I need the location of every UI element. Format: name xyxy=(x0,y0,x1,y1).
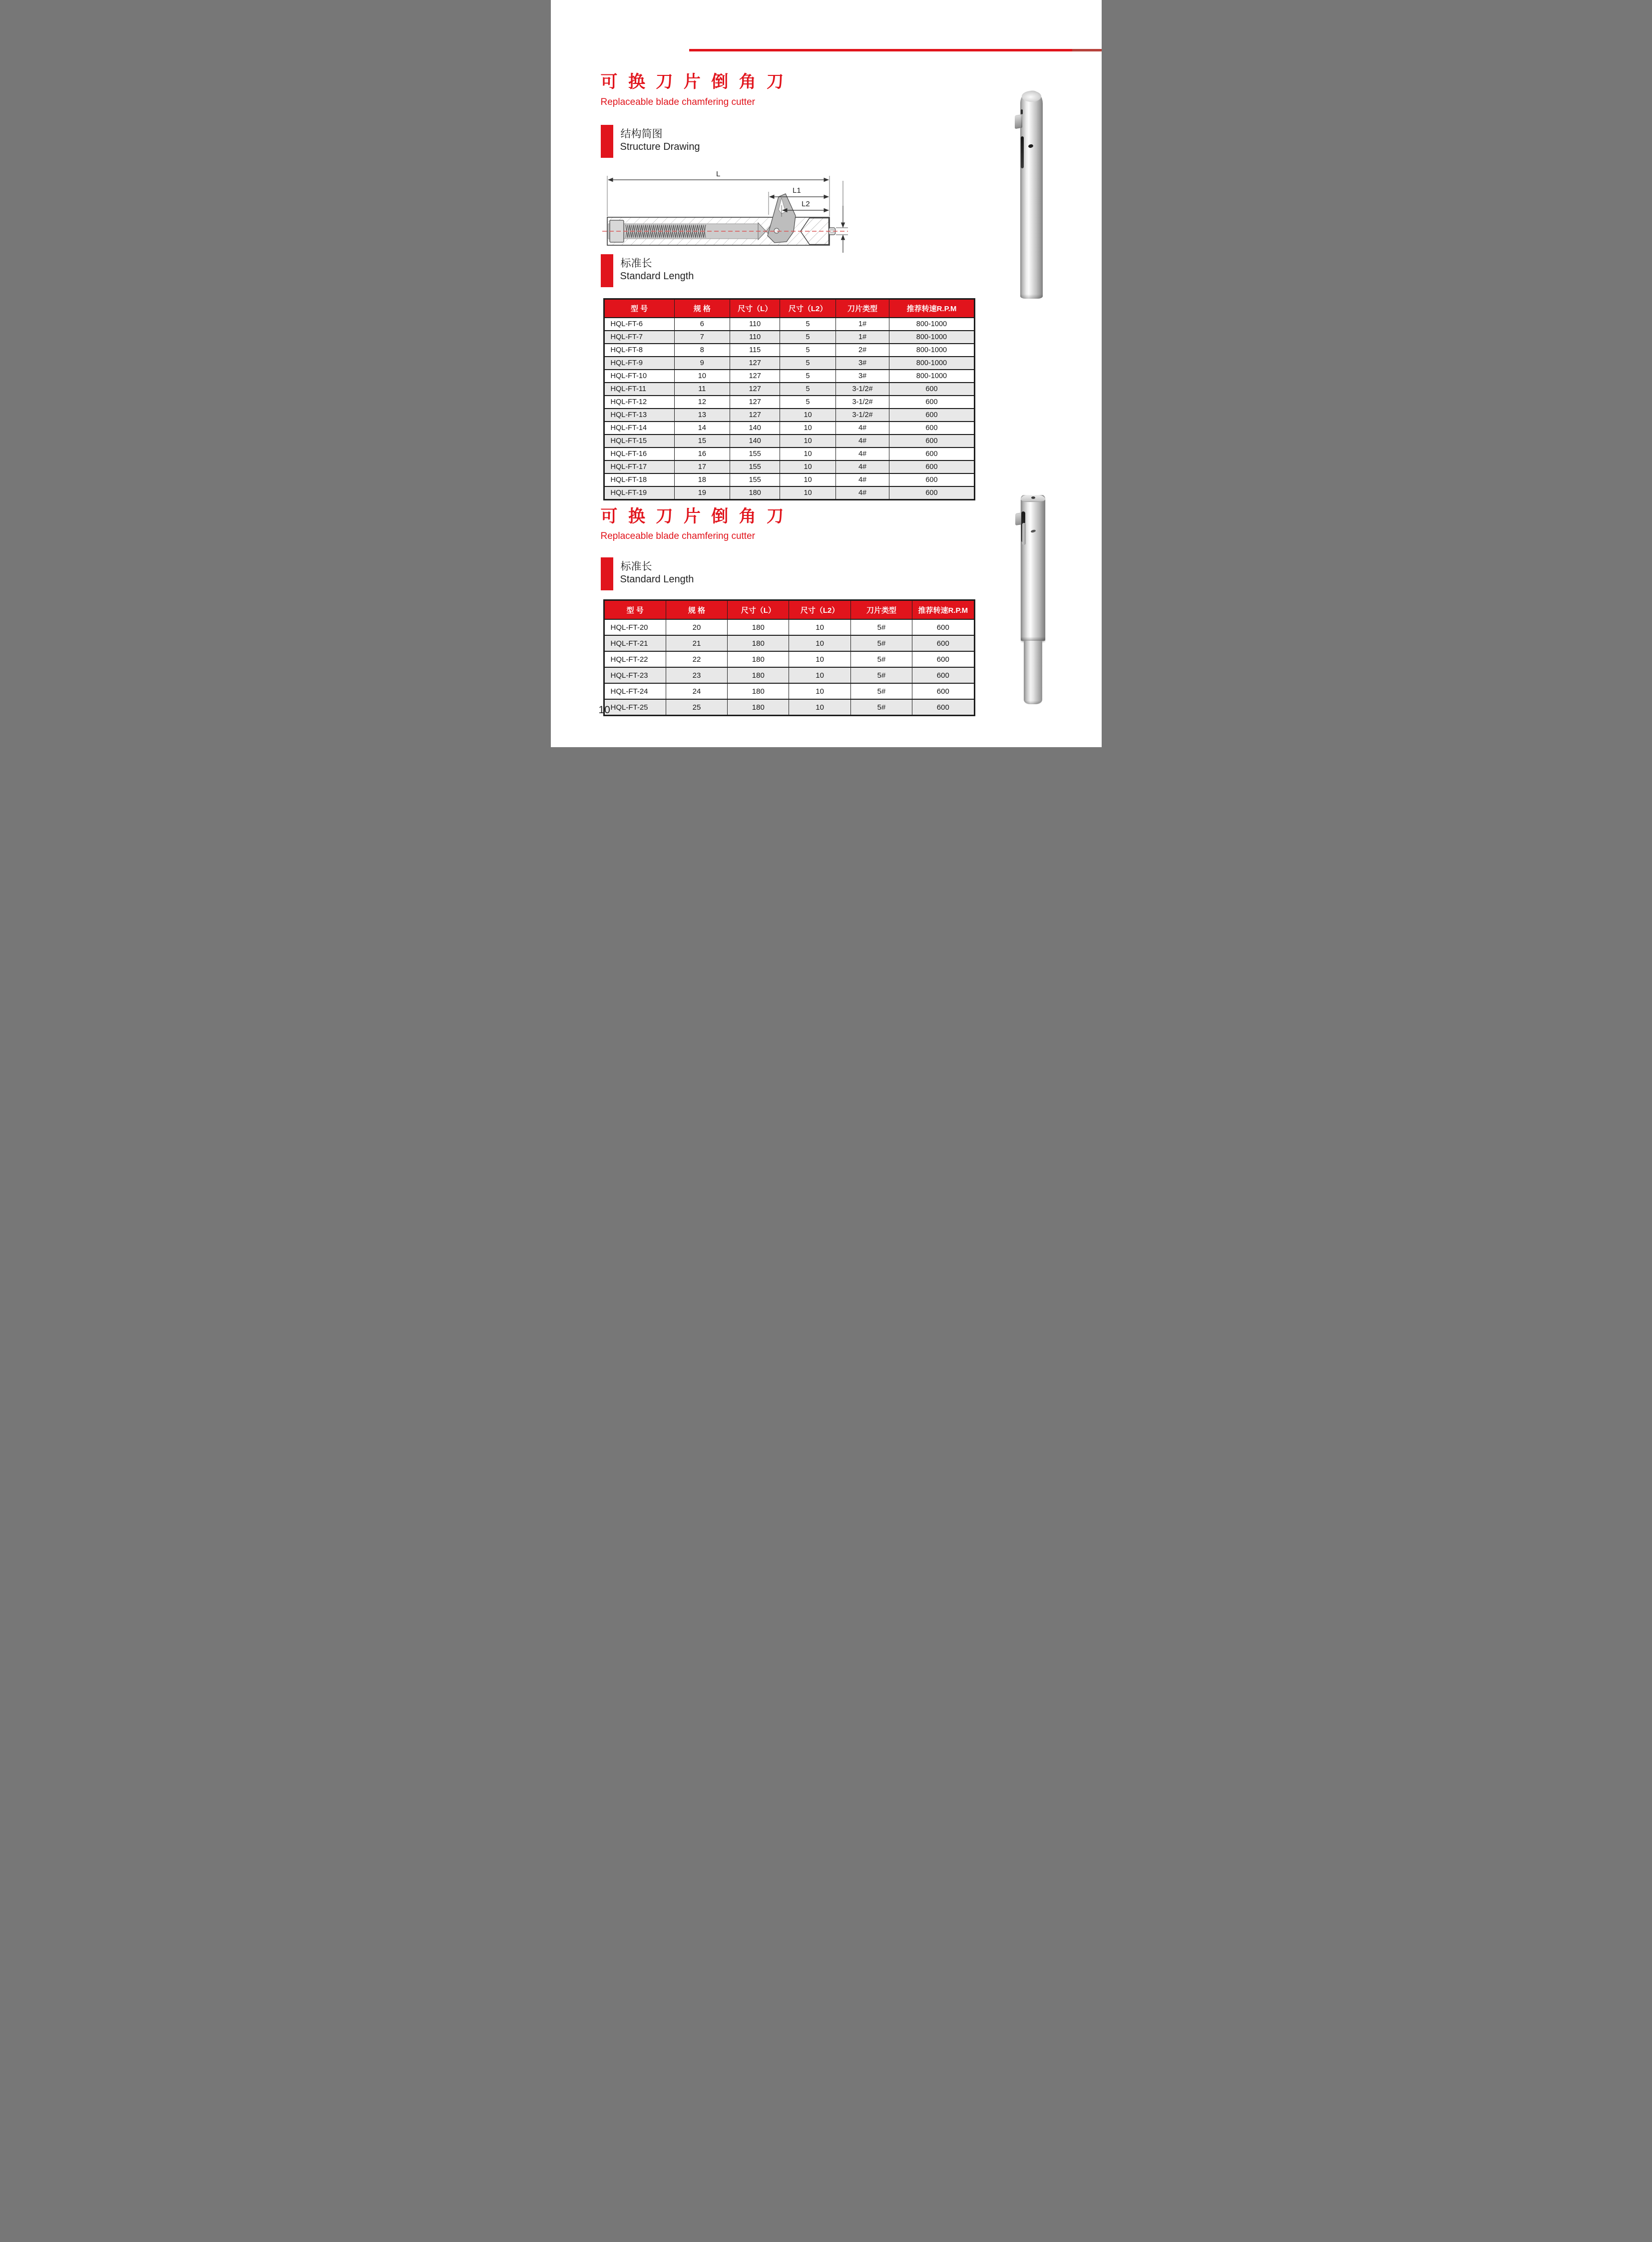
table-cell: 1# xyxy=(835,318,889,331)
section-marker xyxy=(601,125,613,158)
table-cell: 600 xyxy=(889,473,974,486)
table-cell: HQL-FT-15 xyxy=(604,435,674,448)
table-cell: HQL-FT-21 xyxy=(604,635,666,651)
table-cell: 5# xyxy=(850,635,912,651)
table-cell: 1# xyxy=(835,331,889,344)
photo-top-hole xyxy=(1031,496,1035,499)
table-cell: 800-1000 xyxy=(889,357,974,370)
column-header: 尺寸（L） xyxy=(730,299,780,318)
table-cell: 127 xyxy=(730,370,780,383)
table-cell: 180 xyxy=(728,683,789,699)
table-cell: 10 xyxy=(789,667,850,683)
table-cell: 10 xyxy=(780,473,835,486)
table-cell: 127 xyxy=(730,383,780,396)
table-cell: 600 xyxy=(912,667,974,683)
column-header: 尺寸（L2） xyxy=(780,299,835,318)
column-header: 尺寸（L2） xyxy=(789,600,850,620)
table-cell: 5# xyxy=(850,619,912,635)
table-cell: 5# xyxy=(850,667,912,683)
table-cell: HQL-FT-14 xyxy=(604,422,674,435)
table-row xyxy=(604,318,974,331)
table-cell: 800-1000 xyxy=(889,318,974,331)
table-cell: 5 xyxy=(780,357,835,370)
table-cell: HQL-FT-16 xyxy=(604,448,674,460)
table-cell: HQL-FT-19 xyxy=(604,486,674,500)
table-row xyxy=(604,486,974,500)
table-row xyxy=(604,422,974,435)
table-cell: 5 xyxy=(780,383,835,396)
table-cell: 16 xyxy=(674,448,730,460)
table-cell: 25 xyxy=(666,699,727,716)
table-cell: 600 xyxy=(889,486,974,500)
table-cell: 5 xyxy=(780,370,835,383)
product-photo-bottom-body xyxy=(1021,495,1045,641)
page-number: 10 xyxy=(598,704,610,716)
table-cell: 15 xyxy=(674,435,730,448)
table-cell: HQL-FT-20 xyxy=(604,619,666,635)
table-cell: 110 xyxy=(730,331,780,344)
photo-slot xyxy=(1021,136,1024,168)
standard-length-label-en-2: Standard Length xyxy=(620,574,694,585)
table-cell: 5# xyxy=(850,651,912,667)
table-cell: 10 xyxy=(789,651,850,667)
table-cell: HQL-FT-7 xyxy=(604,331,674,344)
table-cell: 4# xyxy=(835,448,889,460)
table-cell: 10 xyxy=(674,370,730,383)
table-cell: 5 xyxy=(780,396,835,409)
photo-hole xyxy=(1028,144,1033,148)
top-divider-dark-segment xyxy=(1072,49,1102,51)
table-cell: 180 xyxy=(728,667,789,683)
table-cell: 14 xyxy=(674,422,730,435)
table-row xyxy=(604,473,974,486)
table-cell: HQL-FT-8 xyxy=(604,344,674,357)
table-cell: 4# xyxy=(835,422,889,435)
page-title-en-2: Replaceable blade chamfering cutter xyxy=(600,531,755,541)
table-cell: 22 xyxy=(666,651,727,667)
table-row xyxy=(604,683,974,699)
table-cell: 5 xyxy=(780,318,835,331)
table-cell: HQL-FT-24 xyxy=(604,683,666,699)
table-cell: 7 xyxy=(674,331,730,344)
column-header: 尺寸（L） xyxy=(728,600,789,620)
column-header: 推荐转速R.P.M xyxy=(912,600,974,620)
table-cell: 600 xyxy=(889,460,974,473)
table-cell: 600 xyxy=(889,435,974,448)
table-cell: 10 xyxy=(780,409,835,422)
table-cell: 2# xyxy=(835,344,889,357)
table-cell: 19 xyxy=(674,486,730,500)
table-cell: 3-1/2# xyxy=(835,409,889,422)
page-title-cn: 可 换 刀 片 倒 角 刀 xyxy=(600,72,787,91)
column-header: 规 格 xyxy=(666,600,727,620)
table-cell: 140 xyxy=(730,422,780,435)
photo-hole xyxy=(1030,529,1036,533)
table-cell: 115 xyxy=(730,344,780,357)
table-cell: 600 xyxy=(912,699,974,716)
table-cell: 13 xyxy=(674,409,730,422)
table-cell: 10 xyxy=(780,435,835,448)
table-cell: 4# xyxy=(835,460,889,473)
table-cell: 180 xyxy=(728,651,789,667)
table-cell: 155 xyxy=(730,460,780,473)
table-cell: 6 xyxy=(674,318,730,331)
table-cell: 10 xyxy=(780,422,835,435)
table-cell: HQL-FT-11 xyxy=(604,383,674,396)
table-cell: 155 xyxy=(730,473,780,486)
table-cell: 800-1000 xyxy=(889,344,974,357)
spec-table-2 xyxy=(603,599,975,716)
table-cell: 4# xyxy=(835,486,889,500)
table-cell: HQL-FT-18 xyxy=(604,473,674,486)
table-cell: 23 xyxy=(666,667,727,683)
table-cell: 9 xyxy=(674,357,730,370)
table-row xyxy=(604,396,974,409)
table-cell: 17 xyxy=(674,460,730,473)
section-marker xyxy=(601,254,613,287)
table-cell: 800-1000 xyxy=(889,370,974,383)
table-cell: 24 xyxy=(666,683,727,699)
product-photo-bottom-shank xyxy=(1024,641,1042,704)
table-cell: 10 xyxy=(789,635,850,651)
table-cell: 127 xyxy=(730,396,780,409)
table-cell: 10 xyxy=(789,699,850,716)
table-cell: 600 xyxy=(889,422,974,435)
table-cell: 10 xyxy=(789,683,850,699)
table-cell: 110 xyxy=(730,318,780,331)
table-cell: HQL-FT-10 xyxy=(604,370,674,383)
table-cell: HQL-FT-22 xyxy=(604,651,666,667)
table-row xyxy=(604,448,974,460)
table-cell: 600 xyxy=(912,635,974,651)
table-cell: HQL-FT-23 xyxy=(604,667,666,683)
photo-notch xyxy=(1021,109,1023,114)
table-row xyxy=(604,409,974,422)
table-cell: 5 xyxy=(780,344,835,357)
table-cell: 10 xyxy=(780,460,835,473)
table-cell: 140 xyxy=(730,435,780,448)
top-divider xyxy=(689,49,1072,51)
structure-label-cn: 结构简图 xyxy=(620,128,663,140)
table-cell: 800-1000 xyxy=(889,331,974,344)
table-row xyxy=(604,370,974,383)
table-row xyxy=(604,667,974,683)
section-marker xyxy=(601,557,613,590)
dim-label-l2: L2 xyxy=(801,200,810,208)
table-row xyxy=(604,435,974,448)
table-cell: 20 xyxy=(666,619,727,635)
table-cell: 127 xyxy=(730,409,780,422)
spec-table-1 xyxy=(603,298,975,500)
table-cell: HQL-FT-6 xyxy=(604,318,674,331)
table-cell: 5 xyxy=(780,331,835,344)
table-cell: 10 xyxy=(780,486,835,500)
table-cell: 600 xyxy=(912,651,974,667)
table-row xyxy=(604,344,974,357)
table-cell: 18 xyxy=(674,473,730,486)
structure-label-en: Structure Drawing xyxy=(620,141,700,152)
table-row xyxy=(604,619,974,635)
structure-drawing xyxy=(600,166,849,254)
table-cell: 180 xyxy=(728,635,789,651)
standard-length-label-cn: 标准长 xyxy=(620,258,652,269)
table-cell: 127 xyxy=(730,357,780,370)
table-cell: 10 xyxy=(780,448,835,460)
table-cell: 3# xyxy=(835,370,889,383)
table-cell: 180 xyxy=(728,699,789,716)
table-cell: 5# xyxy=(850,683,912,699)
standard-length-label-en: Standard Length xyxy=(620,271,694,282)
table-cell: 12 xyxy=(674,396,730,409)
column-header: 刀片类型 xyxy=(850,600,912,620)
table-row xyxy=(604,331,974,344)
photo-lever-inner xyxy=(1022,523,1026,545)
column-header: 推荐转速R.P.M xyxy=(889,299,974,318)
table-cell: 10 xyxy=(789,619,850,635)
table-cell: 180 xyxy=(730,486,780,500)
table-header-row xyxy=(604,299,974,318)
table-cell: 180 xyxy=(728,619,789,635)
table-cell: HQL-FT-12 xyxy=(604,396,674,409)
table-cell: HQL-FT-9 xyxy=(604,357,674,370)
dim-label-l: L xyxy=(716,170,720,178)
table-cell: 11 xyxy=(674,383,730,396)
table-row xyxy=(604,651,974,667)
column-header: 型 号 xyxy=(604,299,674,318)
table-header-row xyxy=(604,600,974,620)
table-cell: 3# xyxy=(835,357,889,370)
table-cell: 21 xyxy=(666,635,727,651)
column-header: 规 格 xyxy=(674,299,730,318)
table-row xyxy=(604,699,974,716)
table-cell: 600 xyxy=(912,619,974,635)
table-row xyxy=(604,357,974,370)
photo-clamp-lever xyxy=(1015,114,1022,129)
dim-label-l1: L1 xyxy=(792,186,801,195)
table-cell: 4# xyxy=(835,435,889,448)
table-cell: 600 xyxy=(912,683,974,699)
table-cell: 600 xyxy=(889,409,974,422)
standard-length-label-cn-2: 标准长 xyxy=(620,561,652,572)
table-cell: 600 xyxy=(889,448,974,460)
catalog-page xyxy=(551,0,1102,747)
table-cell: HQL-FT-25 xyxy=(604,699,666,716)
table-cell: 600 xyxy=(889,383,974,396)
table-cell: 3-1/2# xyxy=(835,383,889,396)
table-cell: 5# xyxy=(850,699,912,716)
column-header: 刀片类型 xyxy=(835,299,889,318)
product-photo-top xyxy=(1020,90,1043,299)
table-row xyxy=(604,635,974,651)
table-row xyxy=(604,460,974,473)
table-cell: 4# xyxy=(835,473,889,486)
table-row xyxy=(604,383,974,396)
page-title-en: Replaceable blade chamfering cutter xyxy=(600,97,755,107)
table-cell: 155 xyxy=(730,448,780,460)
table-cell: 3-1/2# xyxy=(835,396,889,409)
table-cell: HQL-FT-13 xyxy=(604,409,674,422)
table-cell: 600 xyxy=(889,396,974,409)
table-cell: HQL-FT-17 xyxy=(604,460,674,473)
page-title-cn-2: 可 换 刀 片 倒 角 刀 xyxy=(600,507,787,526)
column-header: 型 号 xyxy=(604,600,666,620)
table-cell: 8 xyxy=(674,344,730,357)
